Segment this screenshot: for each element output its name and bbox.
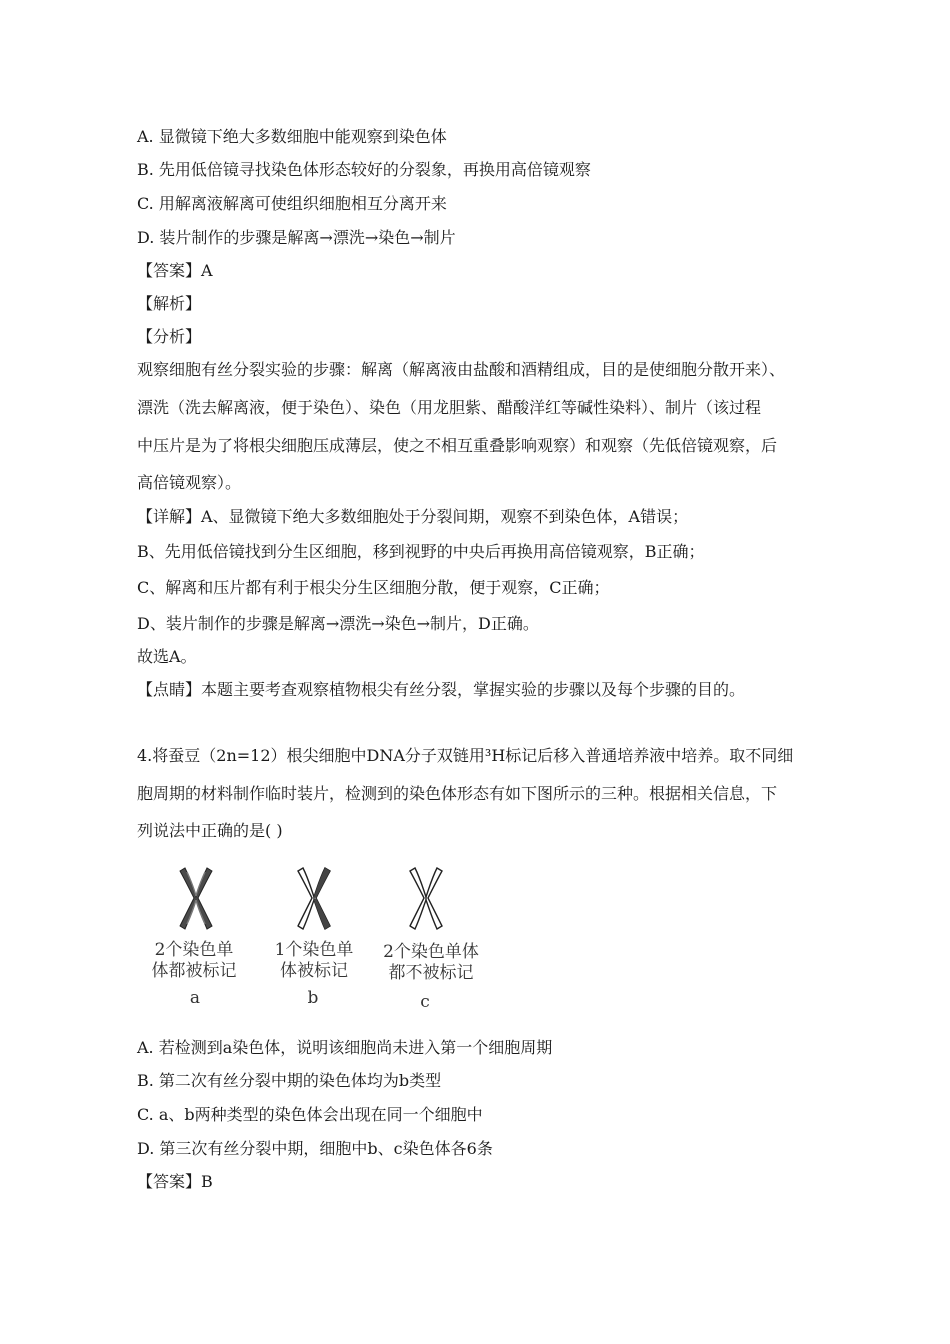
chromosome-a-caption — [140, 940, 248, 982]
chromosome-a-caption-line2: 体都被标记 — [151, 961, 237, 981]
fenxi-line: 观察细胞有丝分裂实验的步骤：解离（解离液由盐酸和酒精组成，目的是使细胞分散开来）、 — [137, 360, 786, 379]
q4-stem-line: 4.将蚕豆（2n=12）根尖细胞中DNA分子双链用³H标记后移入普通培养液中培养。取不同细 — [137, 746, 794, 765]
fenxi-heading: 【分析】 — [137, 327, 202, 346]
chromosome-a-image — [178, 866, 214, 930]
q3-option-d: D. 装片制作的步骤是解离→漂洗→染色→制片 — [137, 228, 456, 247]
q4-option-a: A. 若检测到a染色体，说明该细胞尚未进入第一个细胞周期 — [137, 1038, 553, 1057]
q3-answer: 【答案】A — [137, 261, 213, 280]
point-line: 【点睛】本题主要考查观察植物根尖有丝分裂，掌握实验的步骤以及每个步骤的目的。 — [137, 680, 746, 699]
q4-stem-line: 列说法中正确的是( ) — [137, 821, 283, 840]
chromosome-c-letter: c — [420, 992, 430, 1012]
chromosome-b-image — [296, 866, 332, 930]
detail-line: D、装片制作的步骤是解离→漂洗→染色→制片，D正确。 — [137, 614, 539, 633]
fenxi-line: 漂洗（洗去解离液，便于染色）、染色（用龙胆紫、醋酸洋红等碱性染料）、制片（该过程 — [137, 398, 762, 417]
chromosome-b-caption-line1: 1个染色单 — [274, 940, 354, 960]
chromosome-c-caption — [372, 942, 490, 984]
chromosome-c-image — [408, 866, 444, 930]
chromosome-a-caption-line1: 2个染色单 — [154, 940, 234, 960]
q4-option-d: D. 第三次有丝分裂中期，细胞中b、c染色体各6条 — [137, 1139, 493, 1158]
chromosome-b-caption — [260, 940, 368, 982]
chromosome-a-letter: a — [189, 988, 201, 1008]
chromosome-b-caption-line2: 体被标记 — [280, 961, 348, 981]
q3-option-c: C. 用解离液解离可使组织细胞相互分离开来 — [137, 194, 447, 213]
q4-option-c: C. a、b两种类型的染色体会出现在同一个细胞中 — [137, 1105, 483, 1124]
detail-line: C、解离和压片都有利于根尖分生区细胞分散，便于观察，C正确； — [137, 578, 610, 597]
detail-line: B、先用低倍镜找到分生区细胞，移到视野的中央后再换用高倍镜观察，B正确； — [137, 542, 705, 561]
chromosome-b-letter: b — [307, 988, 319, 1008]
q4-stem-line: 胞周期的材料制作临时装片，检测到的染色体形态有如下图所示的三种。根据相关信息，下 — [137, 784, 778, 803]
detail-line: 【详解】A、显微镜下绝大多数细胞处于分裂间期，观察不到染色体，A错误； — [137, 507, 689, 526]
q4-option-b: B. 第二次有丝分裂中期的染色体均为b类型 — [137, 1071, 442, 1090]
q4-answer: 【答案】B — [137, 1172, 213, 1191]
q3-option-a: A. 显微镜下绝大多数细胞中能观察到染色体 — [137, 127, 447, 146]
fenxi-line: 高倍镜观察）。 — [137, 473, 242, 492]
chromosome-figure — [140, 866, 500, 1016]
detail-line: 故选A。 — [137, 647, 197, 666]
chromosome-c-caption-line2: 都不被标记 — [388, 963, 474, 983]
analysis-heading: 【解析】 — [137, 294, 202, 313]
q3-option-b: B. 先用低倍镜寻找染色体形态较好的分裂象，再换用高倍镜观察 — [137, 160, 591, 179]
chromosome-c-caption-line1: 2个染色单体 — [383, 942, 479, 962]
fenxi-line: 中压片是为了将根尖细胞压成薄层，使之不相互重叠影响观察）和观察（先低倍镜观察，后 — [137, 436, 778, 455]
